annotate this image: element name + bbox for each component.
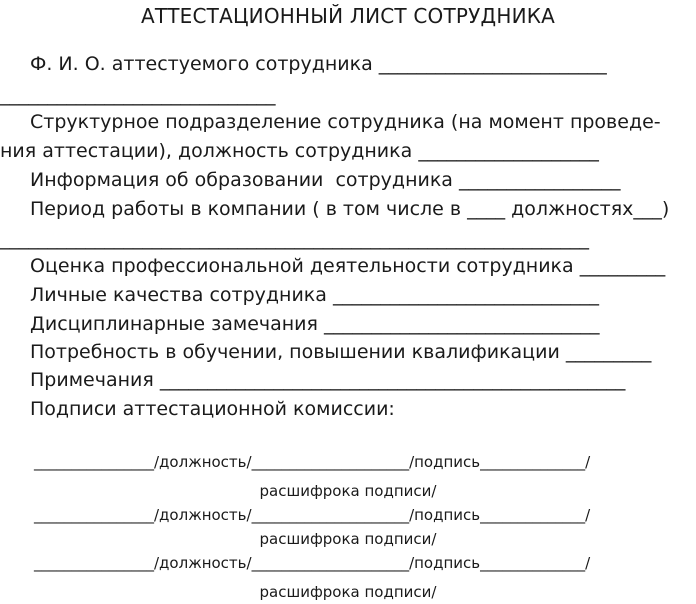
training-needs-line: Потребность в обучении, повышении квалификации _________ [30, 341, 652, 363]
document-title: АТТЕСТАЦИОННЫЙ ЛИСТ СОТРУДНИКА [140, 4, 556, 28]
fio-line: Ф. И. О. аттестуемого сотрудника ________________________ [30, 53, 607, 75]
position-line: ния аттестации), должность сотрудника ___________________ [0, 140, 599, 162]
education-line: Информация об образовании сотрудника _________________ [30, 169, 621, 191]
disciplinary-line: Дисциплинарные замечания _____________________________ [30, 313, 600, 335]
evaluation-line: Оценка профессиональной деятельности сотрудника _________ [30, 255, 666, 277]
personal-qualities-line: Личные качества сотрудника ____________________________ [30, 284, 599, 306]
fio-continuation-line: _____________________________ [0, 84, 276, 106]
work-period-line: Период работы в компании ( в том числе в ____ должностях___) [30, 198, 670, 220]
blank-line: ______________________________________________________________ [0, 228, 589, 250]
signature-line: ________________/должность/_____________________/подпись______________/ [34, 554, 591, 572]
signature-line: ________________/должность/_____________________/подпись______________/ [34, 506, 591, 524]
signature-decode-label: расшифрока подписи/ [259, 583, 437, 601]
notes-line: Примечания _________________________________________________ [30, 369, 626, 391]
signature-decode-label: расшифрока подписи/ [259, 530, 437, 548]
commission-signatures-label: Подписи аттестационной комиссии: [30, 398, 395, 420]
signature-decode-label: расшифрока подписи/ [259, 482, 437, 500]
signature-line: ________________/должность/_____________________/подпись______________/ [34, 453, 591, 471]
department-line: Структурное подразделение сотрудника (на момент проведе- [30, 111, 661, 133]
